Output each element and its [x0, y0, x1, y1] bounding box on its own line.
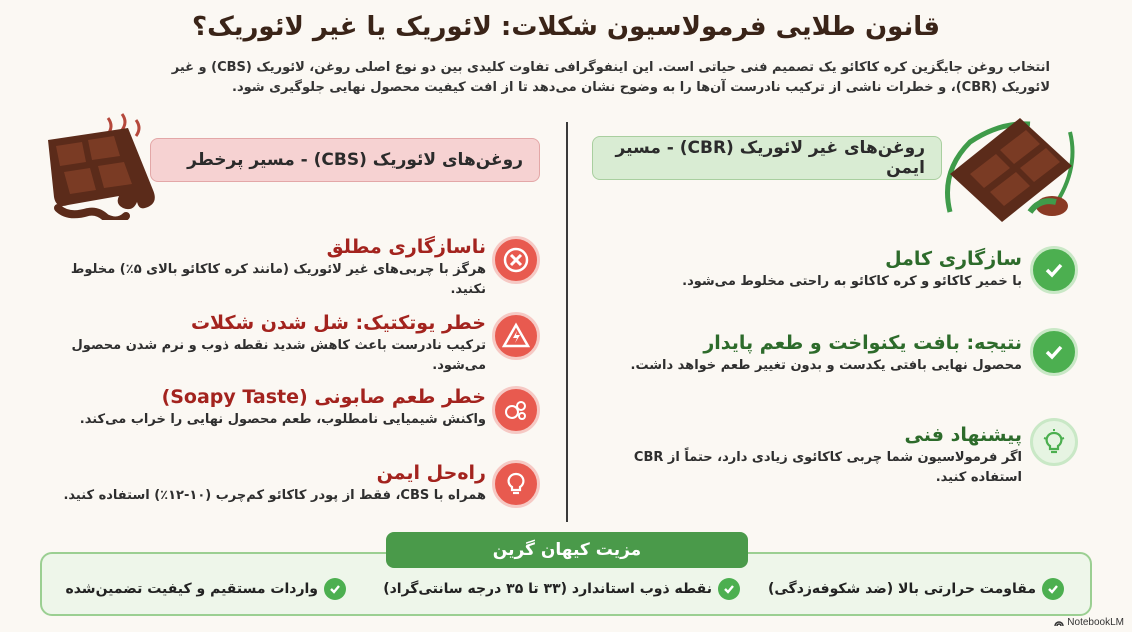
cbs-item-title: راه‌حل ایمن [376, 462, 486, 484]
cbr-item-title: پیشنهاد فنی [904, 424, 1022, 446]
center-divider [566, 122, 568, 522]
check-icon [718, 578, 740, 600]
cbr-item-title: نتیجه: بافت یکنواخت و طعم پایدار [703, 332, 1022, 354]
intro-paragraph: انتخاب روغن جایگزین کره کاکائو یک تصمیم فنی حیاتی است. این اینفوگرافی تفاوت کلیدی بین دو نوع اصلی روغن، لائوریک (CBS) و غیر لائوریک (CBR)، و خطرات ناشی از ترکیب نادرست آن‌ها را به وضوح نشان می‌دهد تا از افت کیفیت محصول نهایی جلوگیری شود. [171, 60, 1050, 95]
cbs-item-2 [46, 310, 486, 376]
x-circle-icon [492, 236, 540, 284]
cbr-item-title: سازگاری کامل [885, 248, 1022, 270]
feature-label: مقاومت حرارتی بالا (ضد شکوفه‌زدگی) [767, 581, 1036, 597]
footer-label: NotebookLM [1067, 617, 1124, 628]
chocolate-bar-icon [930, 112, 1085, 232]
cbs-item-title: خطر یوتکتیک: شل شدن شکلات [190, 312, 486, 334]
page-title: قانون طلایی فرمولاسیون شکلات: لائوریک یا غیر لائوریک؟ [192, 12, 940, 42]
cbs-header: روغن‌های لائوریک (CBS) - مسیر پرخطر [150, 138, 540, 182]
cbr-item-1 [582, 246, 1022, 292]
feature-label: واردات مستقیم و کیفیت تضمین‌شده [65, 581, 318, 597]
cbr-item-text: با خمیر کاکائو و کره کاکائو به راحتی مخلوط می‌شود. [682, 274, 1022, 289]
cbs-item-text: ترکیب نادرست باعث کاهش شدید نقطه ذوب و نرم شدن محصول می‌شود. [71, 338, 486, 373]
cbr-header: روغن‌های غیر لائوریک (CBR) - مسیر ایمن [592, 136, 942, 180]
notebooklm-icon [1054, 619, 1064, 627]
cbs-item-text: هرگز با چربی‌های غیر لائوریک (مانند کره کاکائو بالای ۵٪) مخلوط نکنید. [70, 262, 486, 297]
cbs-item-1 [46, 234, 486, 300]
cbr-item-2 [582, 330, 1022, 376]
feature-item [383, 578, 740, 600]
cbs-item-title: ناسازگاری مطلق [326, 236, 486, 258]
melting-chocolate-icon [38, 110, 168, 220]
check-circle-icon [1030, 246, 1078, 294]
lightbulb-icon [1030, 418, 1078, 466]
cbs-item-4 [46, 460, 486, 506]
feature-label: نقطه ذوب استاندارد (۳۳ تا ۳۵ درجه سانتی‌گراد) [383, 581, 712, 597]
cbs-item-3 [46, 384, 486, 430]
check-icon [324, 578, 346, 600]
check-circle-icon [1030, 328, 1078, 376]
check-icon [1042, 578, 1064, 600]
advantages-tab: مزیت کیهان گرین [386, 532, 748, 568]
lightbulb-icon [492, 460, 540, 508]
cbs-item-text: واکنش شیمیایی نامطلوب، طعم محصول نهایی را خراب می‌کند. [79, 412, 486, 427]
soap-bubbles-icon [492, 386, 540, 434]
lightning-warning-icon [492, 312, 540, 360]
cbr-item-text: محصول نهایی بافتی یکدست و بدون تغییر طعم خواهد داشت. [630, 358, 1022, 373]
feature-item [65, 578, 346, 600]
cbr-item-3 [602, 422, 1022, 488]
footer-brand [1054, 617, 1124, 628]
cbr-item-text: اگر فرمولاسیون شما چربی کاکائوی زیادی دارد، حتماً از CBR استفاده کنید. [633, 450, 1022, 485]
cbs-item-title: خطر طعم صابونی (Soapy Taste) [161, 386, 486, 408]
feature-item [768, 578, 1064, 600]
cbs-item-text: همراه با CBS، فقط از پودر کاکائو کم‌چرب (۱۰-۱۲٪) استفاده کنید. [63, 488, 486, 503]
